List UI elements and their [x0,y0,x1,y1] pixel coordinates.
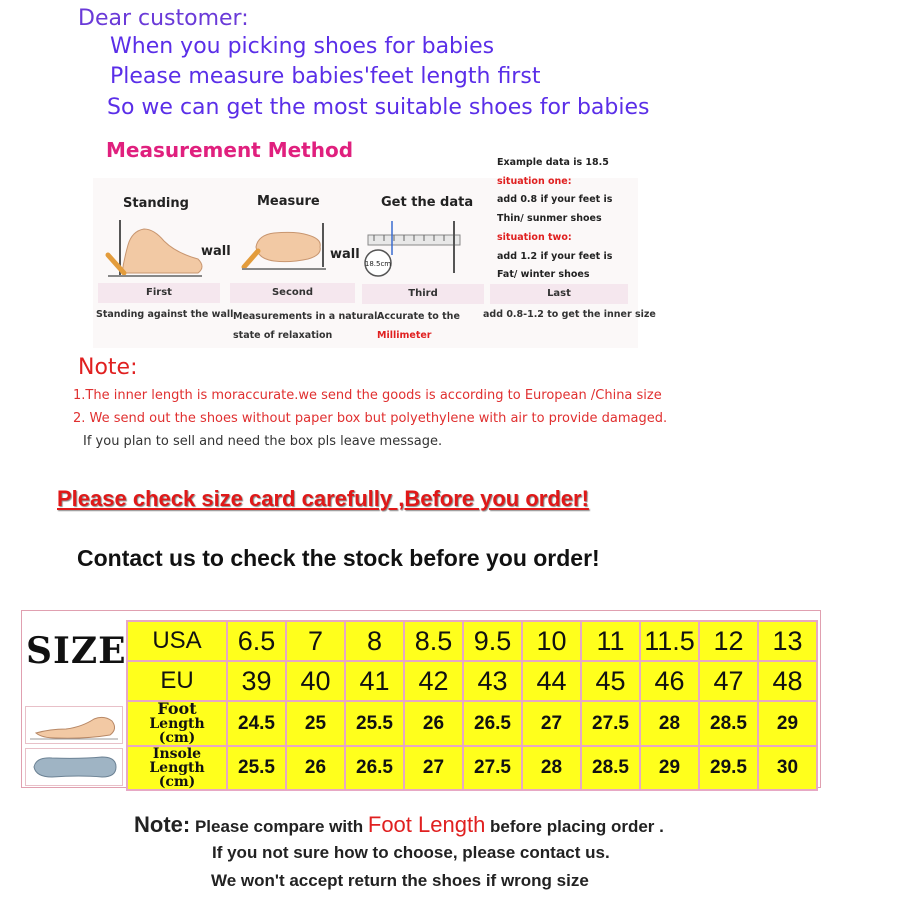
note-line-1: 1.The inner length is moraccurate.we send the goods is according to European /China size [73,388,662,403]
check-size-banner: Please check size card carefully ,Before you order! [57,486,589,511]
eu-size: 40 [286,661,345,701]
wall-label-1: wall [201,244,231,259]
note-title: Note: [78,355,138,380]
usa-size: 8.5 [404,621,463,661]
eu-size: 45 [581,661,640,701]
bottom-note-line-3: We won't accept return the shoes if wrong size [211,871,589,890]
eu-size: 39 [227,661,286,701]
usa-size: 8 [345,621,404,661]
step-third: Third [362,284,484,304]
step-third-desc-2: Millimeter [377,330,432,341]
eu-size: 47 [699,661,758,701]
foot-icon [26,707,122,743]
bottom-note-line-2: If you not sure how to choose, please contact us. [212,843,610,862]
insole-length: 28.5 [581,746,640,790]
foot-length: 28 [640,701,699,746]
insole-length: 28 [522,746,581,790]
usa-size: 10 [522,621,581,661]
insole-length: 27 [404,746,463,790]
insole-length: 27.5 [463,746,522,790]
eu-size: 43 [463,661,522,701]
measurement-title: Measurement Method [106,138,354,162]
usa-row [127,621,817,661]
step-second-desc-1: Measurements in a natural [233,311,378,322]
bottom-note-line-1: Note: Please compare with Foot Length before placing order . [134,812,664,837]
note-line-3: If you plan to sell and need the box pls leave message. [83,434,443,449]
eu-size: 48 [758,661,817,701]
note-line-2: 2. We send out the shoes without paper box but polyethylene with air to provide damaged. [73,411,668,426]
usa-size: 9.5 [463,621,522,661]
insole-length: 25.5 [227,746,286,790]
foot-length: 28.5 [699,701,758,746]
step-last-desc: add 0.8-1.2 to get the inner size [483,309,656,320]
step-last: Last [490,284,628,304]
size-label: SIZE [26,630,127,672]
insole-length-row [127,746,817,790]
foot-length: 25 [286,701,345,746]
greeting: Dear customer: [78,6,249,31]
foot-length: 24.5 [227,701,286,746]
step-third-desc-1: Accurate to the [377,311,460,322]
insole-length: 29.5 [699,746,758,790]
foot-length: 29 [758,701,817,746]
size-table [126,620,818,791]
insole-length: 30 [758,746,817,790]
step-first-desc: Standing against the wall [96,309,234,320]
foot-length: 27 [522,701,581,746]
step-second-desc-2: state of relaxation [233,330,333,341]
contact-banner: Contact us to check the stock before you order! [77,545,600,571]
insole-image [25,748,123,786]
eu-size: 46 [640,661,699,701]
step-data-head: Get the data [381,195,474,210]
foot-image [25,706,123,744]
foot-length: 27.5 [581,701,640,746]
insole-length: 26.5 [345,746,404,790]
intro-line-2: Please measure babies'feet length first [110,64,541,89]
usa-size: 11.5 [640,621,699,661]
usa-size: 11 [581,621,640,661]
foot-length-row [127,701,817,746]
wall-label-2: wall [330,247,360,262]
eu-row [127,661,817,701]
step-first: First [98,283,220,303]
ruler-icon [360,215,465,280]
usa-header: USA [127,621,227,661]
foot-length: 26.5 [463,701,522,746]
eu-size: 41 [345,661,404,701]
eu-size: 44 [522,661,581,701]
usa-size: 12 [699,621,758,661]
measure-foot-icon [238,215,333,275]
insole-length: 29 [640,746,699,790]
usa-size: 13 [758,621,817,661]
ruler-label: 18.5cm [364,260,392,268]
standing-foot-icon [98,215,208,280]
step-measure-head: Measure [257,194,320,209]
example-text: Example data is 18.5 situation one: add 0.8 if your feet is Thin/ sunmer shoes situation two: add 1.2 if your feet is Fat/ winter shoes [497,157,613,281]
insole-length-header: Insole Length (cm) [127,746,227,790]
foot-length: 26 [404,701,463,746]
foot-length-highlight: Foot Length [367,812,486,837]
intro-line-1: When you picking shoes for babies [110,34,495,59]
foot-length-header: Foot Length (cm) [127,701,227,746]
eu-header: EU [127,661,227,701]
usa-size: 6.5 [227,621,286,661]
eu-size: 42 [404,661,463,701]
step-standing-head: Standing [123,196,189,211]
insole-length: 26 [286,746,345,790]
step-second: Second [230,283,355,303]
usa-size: 7 [286,621,345,661]
bottom-note-label: Note: [134,812,191,837]
insole-icon [26,749,122,785]
intro-line-3: So we can get the most suitable shoes for babies [107,95,650,120]
foot-length: 25.5 [345,701,404,746]
